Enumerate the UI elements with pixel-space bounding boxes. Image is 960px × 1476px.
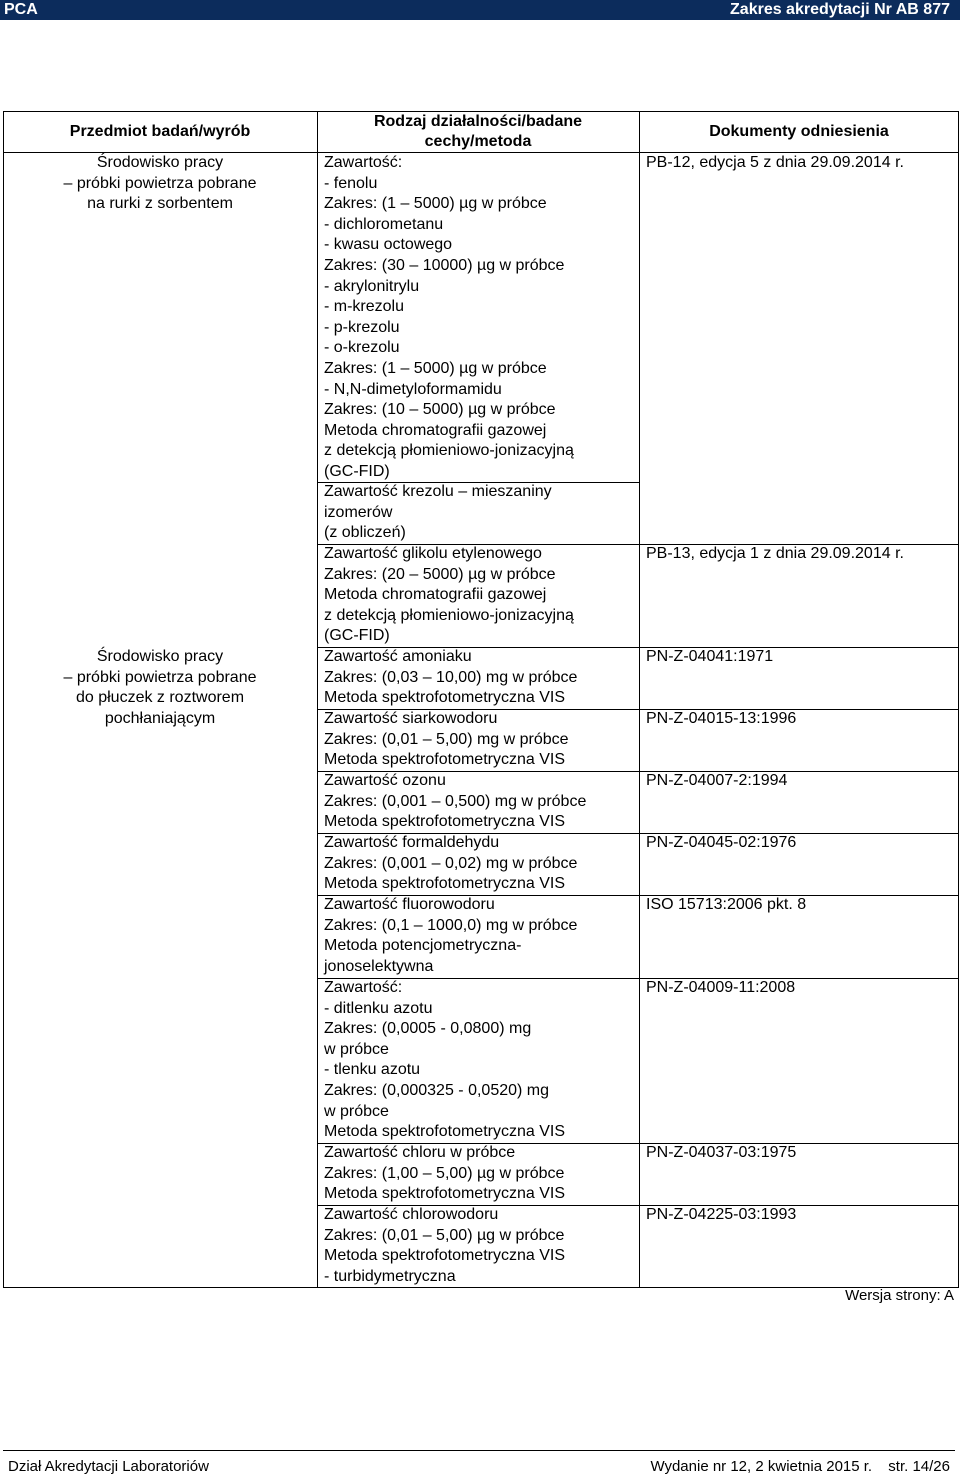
cell-line: Zakres: (0,001 – 0,02) mg w próbce [324, 854, 578, 872]
cell-line: – próbki powietrza pobrane [63, 174, 257, 192]
cell-line: Metoda chromatografii gazowej [324, 586, 547, 604]
cell-line: Zawartość chlorowodoru [324, 1206, 499, 1223]
cell-line: - kwasu octowego [324, 236, 453, 254]
cell-line: na rurki z sorbentem [87, 195, 233, 213]
activity-cell-10 [324, 1143, 565, 1205]
cell-line: - N,N-dimetyloformamidu [324, 380, 502, 398]
cell-line: pochłaniającym [104, 709, 216, 727]
cell-line: Zawartość formaldehydu [324, 834, 500, 851]
cell-line: - turbidymetryczna [324, 1267, 456, 1285]
header-activity-line1: Rodzaj działalności/badane [373, 113, 583, 130]
cell-line: Środowisko pracy [96, 154, 224, 171]
cell-line: Środowisko pracy [96, 648, 224, 665]
cell-line: Zakres: (0,001 – 0,500) mg w próbce [324, 792, 587, 810]
document-ref-8: PN-Z-04009-11:2008 [646, 979, 796, 996]
document-ref-6: PN-Z-04045-02:1976 [646, 834, 797, 851]
cell-line: w próbce [324, 1102, 389, 1120]
activity-cell-11 [324, 1205, 565, 1287]
activity-cell-4 [324, 647, 577, 709]
cell-line: Metoda spektrofotometryczna VIS [324, 813, 565, 831]
cell-line: - akrylonitrylu [324, 277, 420, 295]
cell-line: z detekcją płomieniowo-jonizacyjną [324, 442, 574, 460]
cell-line: Metoda spektrofotometryczna VIS [324, 1123, 565, 1141]
document-ref-10: PN-Z-04225-03:1993 [646, 1206, 797, 1223]
document-ref-9: PN-Z-04037-03:1975 [646, 1144, 797, 1161]
cell-line: z detekcją płomieniowo-jonizacyjną [324, 606, 574, 624]
activity-cell-6 [324, 771, 586, 833]
cell-line: Metoda chromatografii gazowej [324, 421, 547, 439]
cell-line: Zakres: (20 – 5000) µg w próbce [324, 565, 556, 583]
column-documents [639, 111, 959, 1288]
activity-cell-7 [324, 833, 577, 895]
footer-department: Dział Akredytacji Laboratoriów [8, 1458, 209, 1475]
page-header [0, 0, 960, 20]
header-documents: Dokumenty odniesienia [709, 123, 889, 140]
cell-line: Zakres: (0,01 – 5,00) mg w próbce [324, 730, 569, 748]
cell-line: Zakres: (0,0005 - 0,0800) mg [324, 1020, 532, 1038]
cell-line: jonoselektywna [324, 957, 434, 975]
cell-line: (GC-FID) [324, 462, 390, 480]
document-ref-7: ISO 15713:2006 pkt. 8 [646, 896, 807, 913]
cell-line: Zawartość chloru w próbce [324, 1144, 516, 1161]
header-org: PCA [4, 1, 38, 18]
cell-line: Metoda spektrofotometryczna VIS [324, 1247, 565, 1265]
cell-line: - tlenku azotu [324, 1061, 421, 1079]
cell-line: Zakres: (0,000325 - 0,0520) mg [324, 1081, 550, 1099]
footer-page-number: str. 14/26 [888, 1458, 950, 1475]
page-version: Wersja strony: A [845, 1287, 954, 1304]
cell-line: – próbki powietrza pobrane [63, 668, 257, 686]
cell-line: (GC-FID) [324, 627, 390, 645]
cell-line: - dichlorometanu [324, 215, 444, 233]
cell-line: w próbce [324, 1040, 389, 1058]
cell-line: Zakres: (0,01 – 5,00) µg w próbce [324, 1226, 565, 1244]
cell-line: Zakres: (1 – 5000) µg w próbce [324, 195, 547, 213]
header-activity-line2: cechy/metoda [424, 133, 532, 150]
activity-cell-2 [324, 482, 552, 544]
activity-cell-9 [324, 978, 565, 1143]
document-ref-1: PB-12, edycja 5 z dnia 29.09.2014 r. [646, 154, 904, 171]
cell-line: - fenolu [324, 174, 378, 192]
cell-line: Zakres: (10 – 5000) µg w próbce [324, 401, 556, 419]
cell-line: - o-krezolu [324, 339, 400, 357]
subject-cell-1 [3, 153, 317, 215]
cell-line: Zakres: (0,1 – 1000,0) mg w próbce [324, 916, 578, 934]
cell-line: - p-krezolu [324, 318, 400, 336]
cell-line: Zawartość siarkowodoru [324, 710, 498, 727]
subject-cell-2 [3, 647, 317, 729]
cell-line: - m-krezolu [324, 298, 405, 316]
cell-line: Zakres: (1 – 5000) µg w próbce [324, 359, 547, 377]
footer-divider [3, 1450, 955, 1451]
cell-line: Zakres: (1,00 – 5,00) µg w próbce [324, 1164, 565, 1182]
cell-line: Zawartość ozonu [324, 772, 446, 789]
cell-line: Metoda spektrofotometryczna VIS [324, 751, 565, 769]
document-ref-4: PN-Z-04015-13:1996 [646, 710, 797, 727]
cell-line: Zawartość: [324, 154, 403, 171]
cell-line: Zawartość krezolu – mieszaniny [324, 483, 552, 500]
cell-line: Zawartość amoniaku [324, 648, 472, 665]
cell-line: Zakres: (30 – 10000) µg w próbce [324, 256, 565, 274]
document-ref-3: PN-Z-04041:1971 [646, 648, 774, 665]
cell-line: Metoda spektrofotometryczna VIS [324, 689, 565, 707]
header-activity [317, 112, 639, 152]
activity-cell-5 [324, 709, 569, 771]
header-title: Zakres akredytacji Nr AB 877 [730, 1, 950, 18]
activity-cell-1 [324, 153, 574, 483]
cell-line: Metoda spektrofotometryczna VIS [324, 1185, 565, 1203]
cell-line: (z obliczeń) [324, 524, 406, 542]
cell-line: Zawartość: [324, 979, 403, 996]
cell-line: - ditlenku azotu [324, 999, 433, 1017]
footer-edition: Wydanie nr 12, 2 kwietnia 2015 r. [650, 1458, 873, 1475]
cell-line: Metoda spektrofotometryczna VIS [324, 875, 565, 893]
activity-cell-3 [324, 544, 574, 647]
document-ref-5: PN-Z-04007-2:1994 [646, 772, 788, 789]
cell-line: Zakres: (0,03 – 10,00) mg w próbce [324, 668, 578, 686]
cell-line: Zawartość glikolu etylenowego [324, 545, 542, 562]
cell-line: Metoda potencjometryczna- [324, 937, 522, 955]
footer-edition-page [650, 1458, 950, 1475]
cell-line: izomerów [324, 503, 393, 521]
header-subject: Przedmiot badań/wyrób [69, 123, 251, 140]
activity-cell-8 [324, 895, 577, 977]
document-ref-2: PB-13, edycja 1 z dnia 29.09.2014 r. [646, 545, 904, 562]
cell-line: Zawartość fluorowodoru [324, 896, 495, 913]
cell-line: do płuczek z roztworem [75, 689, 245, 707]
